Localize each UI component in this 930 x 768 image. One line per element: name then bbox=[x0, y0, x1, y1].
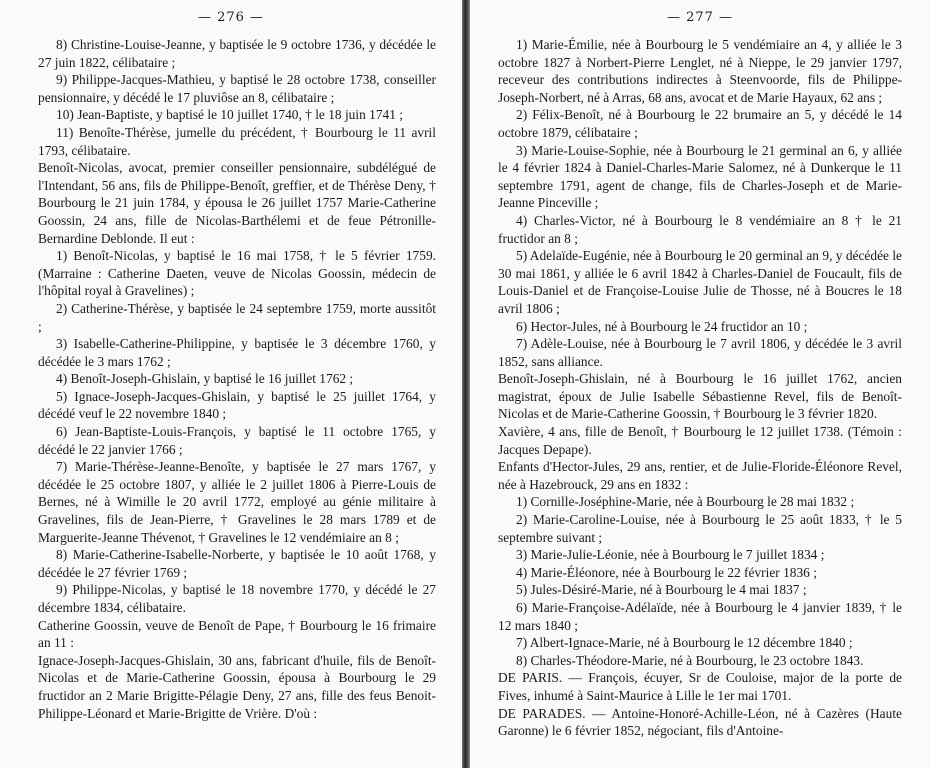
right-page-text bbox=[498, 36, 902, 740]
entry: 8) Charles-Théodore-Marie, né à Bourbourg, le 23 octobre 1843. bbox=[516, 652, 864, 668]
entry: 2) Marie-Caroline-Louise, née à Bourbourg le 25 août 1833, † le 5 septembre suivant ; bbox=[498, 512, 902, 545]
entry: 9) Philippe-Nicolas, y baptisé le 18 novembre 1770, y décédé le 27 décembre 1834, célibataire. bbox=[38, 582, 436, 615]
entry: 1) Benoît-Nicolas, y baptisé le 16 mai 1758, † le 5 février 1759. (Marraine : Catherine Daeten, veuve de Nicolas Goossin, médecin de l'hôpital royal à Gravelines) ; bbox=[38, 248, 436, 299]
book-gutter bbox=[462, 0, 470, 768]
entry: 4) Benoît-Joseph-Ghislain, y baptisé le 16 juillet 1762 ; bbox=[56, 371, 354, 387]
entry: 7) Marie-Thérèse-Jeanne-Benoîte, y baptisée le 27 mars 1767, y décédée le 25 octobre 1807, y alliée le 2 juillet 1806 à Pierre-Louis de Bernes, né à Wimille le 20 avril 1772, employé au génie militaire à Gravelines, fils de Jean-Pierre, † Gravelines le 28 mars 1789 et de Marguerite-Jeanne Thévenot, † Gravelines le 12 vendémiaire an 8 ; bbox=[38, 459, 436, 545]
entry: 8) Christine-Louise-Jeanne, y baptisée le 9 octobre 1736, y décédée le 27 juin 1822, célibataire ; bbox=[38, 37, 436, 70]
left-page bbox=[0, 0, 462, 768]
paragraph: Enfants d'Hector-Jules, 29 ans, rentier, et de Julie-Floride-Éléonore Revel, née à Hazebrouck, 29 ans en 1832 : bbox=[498, 459, 902, 492]
entry: 10) Jean-Baptiste, y baptisé le 10 juillet 1740, † le 18 juin 1741 ; bbox=[56, 107, 403, 123]
entry: 4) Marie-Éléonore, née à Bourbourg le 22 février 1836 ; bbox=[516, 564, 817, 580]
entry: 9) Philippe-Jacques-Mathieu, y baptisé le 28 octobre 1738, conseiller pensionnaire, y décédé le 17 pluviôse an 8, célibataire ; bbox=[38, 72, 436, 105]
entry: 1) Marie-Émilie, née à Bourbourg le 5 vendémiaire an 4, y alliée le 3 octobre 1827 à Norbert-Pierre Lenglet, né à Nieppe, le 29 janvier 1797, receveur des contributions indirectes à Steenvoorde, fils de Philippe-Joseph-Norbert, né à Arras, 68 ans, avocat et de Marie Hayaux, 62 ans ; bbox=[498, 37, 902, 105]
paragraph: Xavière, 4 ans, fille de Benoît, † Bourbourg le 12 juillet 1738. (Témoin : Jacques Depape). bbox=[498, 424, 902, 457]
paragraph: Benoît-Joseph-Ghislain, né à Bourbourg le 16 juillet 1762, ancien magistrat, époux de Julie Isabelle Sébastienne Revel, fils de Benoît-Nicolas et de Marie-Catherine Goossin, † Bourbourg le 3 février 1820. bbox=[498, 371, 902, 422]
entry: 8) Marie-Catherine-Isabelle-Norberte, y baptisée le 10 août 1768, y décédée le 27 février 1769 ; bbox=[38, 547, 436, 580]
entry: 7) Adèle-Louise, née à Bourbourg le 7 avril 1806, y décédée le 3 avril 1852, sans alliance. bbox=[498, 336, 902, 369]
paragraph: DE PARADES. — Antoine-Honoré-Achille-Léon, né à Cazères (Haute Garonne) le 6 février 1852, négociant, fils d'Antoine- bbox=[498, 705, 902, 739]
left-page-number: — 276 — bbox=[197, 10, 265, 25]
entry: 4) Charles-Victor, né à Bourbourg le 8 vendémiaire an 8 † le 21 fructidor an 8 ; bbox=[498, 212, 902, 246]
left-page-text bbox=[38, 36, 436, 722]
entry: 3) Marie-Louise-Sophie, née à Bourbourg le 21 germinal an 6, y alliée le 4 février 1824 à Daniel-Charles-Marie Salomez, né à Dunkerque le 11 septembre 1791, agent de change, fils de Charles-Joseph et de Marie-Jeanne Pinceville ; bbox=[498, 142, 902, 211]
right-page-number: — 277 — bbox=[666, 10, 734, 25]
entry: 3) Isabelle-Catherine-Philippine, y baptisée le 3 décembre 1760, y décédée le 3 mars 1762 ; bbox=[38, 336, 436, 369]
entry: 1) Cornille-Joséphine-Marie, née à Bourbourg le 28 mai 1832 ; bbox=[516, 494, 855, 510]
entry: 2) Catherine-Thérèse, y baptisée le 24 septembre 1759, morte aussitôt ; bbox=[38, 300, 436, 334]
entry: 3) Marie-Julie-Léonie, née à Bourbourg le 7 juillet 1834 ; bbox=[516, 547, 825, 563]
paragraph: Ignace-Joseph-Jacques-Ghislain, 30 ans, fabricant d'huile, fils de Benoît-Nicolas et de Marie-Catherine Goossin, épousa à Bourbourg le 29 fructidor an 2 Marie Brigitte-Pélagie Deny, 27 ans, fille des feus Benoit-Philippe-Léonard et Marie-Brigitte de Vrière. D'où : bbox=[38, 652, 436, 721]
entry: 6) Hector-Jules, né à Bourbourg le 24 fructidor an 10 ; bbox=[516, 318, 808, 334]
paragraph: DE PARIS. — François, écuyer, Sr de Couloise, major de la porte de Fives, inhumé à Saint-Maurice à Lille le 1er mai 1701. bbox=[498, 670, 902, 703]
paragraph: Catherine Goossin, veuve de Benoît de Pape, † Bourbourg le 16 frimaire an 11 : bbox=[38, 617, 436, 651]
entry: 6) Jean-Baptiste-Louis-François, y baptisé le 11 octobre 1765, y décédé le 22 janvier 1766 ; bbox=[38, 424, 436, 457]
paragraph: Benoît-Nicolas, avocat, premier conseiller pensionnaire, subdélégué de l'Intendant, 56 ans, fils de Philippe-Benoît, greffier, et de Thérèse Deny, † Bourbourg le 21 juin 1784, y épousa le 26 juillet 1757 Marie-Catherine Goossin, 24 ans, fille de Nicolas-Barthélemi et de feue Pétronille-Bernardine Deblonde. Il eut : bbox=[38, 160, 436, 246]
entry: 5) Jules-Désiré-Marie, né à Bourbourg le 4 mai 1837 ; bbox=[516, 582, 807, 598]
right-page bbox=[470, 0, 930, 768]
entry: 5) Adelaïde-Eugénie, née à Bourbourg le 20 germinal an 9, y décédée le 30 mai 1861, y alliée le 6 avril 1842 à Charles-Daniel de Foucault, fils de Louis-Daniel et de Françoise-Louise Julie de Thosse, né à Boucres le 18 avril 1806 ; bbox=[498, 248, 902, 316]
entry: 5) Ignace-Joseph-Jacques-Ghislain, y baptisé le 25 juillet 1764, y décédé veuf le 22 novembre 1840 ; bbox=[38, 388, 436, 422]
entry: 7) Albert-Ignace-Marie, né à Bourbourg le 12 décembre 1840 ; bbox=[516, 635, 853, 651]
entry: 6) Marie-Françoise-Adélaïde, née à Bourbourg le 4 janvier 1839, † le 12 mars 1840 ; bbox=[498, 600, 902, 633]
entry: 11) Benoîte-Thérèse, jumelle du précédent, † Bourbourg le 11 avril 1793, célibataire. bbox=[38, 124, 436, 158]
entry: 2) Félix-Benoît, né à Bourbourg le 22 brumaire an 5, y décédé le 14 octobre 1879, célibataire ; bbox=[498, 107, 902, 140]
